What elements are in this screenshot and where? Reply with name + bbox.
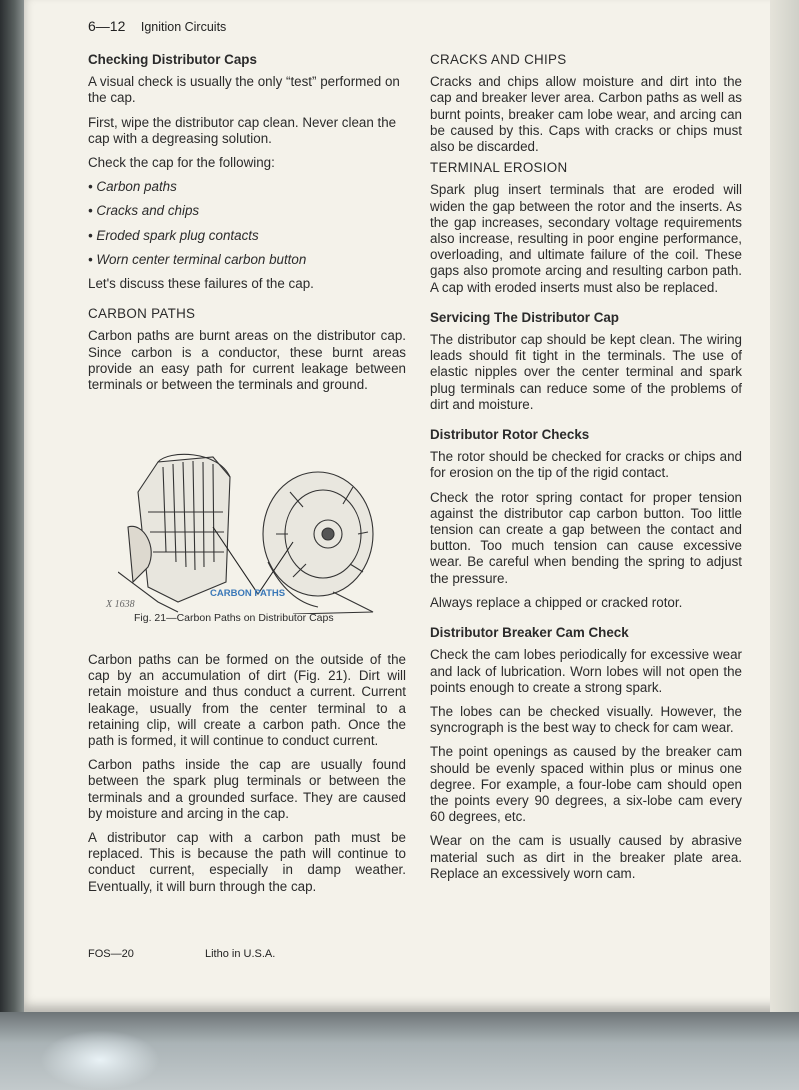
paragraph: The point openings as caused by the breaker cam should be evenly spaced within plus or minus one degree. For example, a four-lobe cam should open the points every 90 degrees, a six-lobe cam every 60 degrees, etc. bbox=[430, 744, 742, 825]
page-header bbox=[88, 18, 226, 34]
figure-caption: Fig. 21—Carbon Paths on Distributor Caps bbox=[134, 612, 334, 624]
bullet-item: • Eroded spark plug contacts bbox=[88, 227, 259, 243]
subheading-carbon-paths: CARBON PATHS bbox=[88, 306, 196, 322]
paragraph: The lobes can be checked visually. However, the syncrograph is the best way to check for cam wear. bbox=[430, 703, 742, 736]
paragraph: Carbon paths are burnt areas on the distributor cap. Since carbon is a conductor, these burnt areas provide an easy path for current leakage between terminals or between the terminals and ground. bbox=[88, 328, 406, 393]
paragraph: Check the rotor spring contact for proper tension against the distributor cap carbon button. Too little tension can create a gap between the contact and button. Too much tension can cause excessive wear. Be careful when bending the spring to adjust the pressure. bbox=[430, 489, 742, 586]
scan-glare bbox=[40, 1030, 160, 1090]
paragraph: The distributor cap should be kept clean. The wiring leads should fit tight in the terminals. The use of elastic nipples over the center terminal and spark plug terminals can reduce some of the problems of dirt and moisture. bbox=[430, 332, 742, 412]
paragraph: Wear on the cam is usually caused by abrasive material such as dirt in the breaker plate area. Replace an excessively worn cam. bbox=[430, 833, 742, 881]
left-column-lower bbox=[88, 652, 406, 903]
page-edge bbox=[770, 0, 799, 1012]
distributor-cap-illustration bbox=[118, 452, 378, 614]
bullet-item: • Carbon paths bbox=[88, 179, 177, 195]
section-title: Ignition Circuits bbox=[140, 20, 227, 34]
right-column bbox=[430, 52, 742, 890]
paragraph: Check the cap for the following: bbox=[88, 155, 275, 171]
bullet-item: • Cracks and chips bbox=[88, 203, 200, 219]
paragraph: Let's discuss these failures of the cap. bbox=[88, 276, 314, 292]
paragraph: A visual check is usually the only “test” performed on the cap. bbox=[88, 74, 400, 106]
page-number: 6—12 bbox=[88, 18, 126, 34]
bullet-item: • Worn center terminal carbon button bbox=[88, 251, 307, 267]
subheading-terminal-erosion: TERMINAL EROSION bbox=[430, 160, 568, 176]
figure-number: X 1638 bbox=[106, 599, 135, 610]
paragraph: Always replace a chipped or cracked rotor. bbox=[430, 594, 683, 610]
paragraph: First, wipe the distributor cap clean. Never clean the cap with a degreasing solution. bbox=[88, 114, 397, 146]
subheading-cracks-chips: CRACKS AND CHIPS bbox=[430, 52, 567, 67]
paragraph: Spark plug insert terminals that are eroded will widen the gap between the rotor and the inserts. As the gap increases, secondary voltage requirements also increase, resulting in poor engine performance, overloading, and ultimate failure of the coil. These gaps also promote arcing and resulting carbon path. A cap with eroded inserts must also be replaced. bbox=[430, 182, 742, 295]
scan-binding-shadow bbox=[0, 0, 24, 1090]
heading-servicing-cap: Servicing The Distributor Cap bbox=[430, 309, 619, 325]
heading-breaker-cam: Distributor Breaker Cam Check bbox=[430, 625, 629, 641]
heading-rotor-checks: Distributor Rotor Checks bbox=[430, 427, 590, 443]
paragraph: Cracks and chips allow moisture and dirt into the cap and breaker lever area. Carbon paths as well as burnt points, breaker cam lobe wear, and arcing can be caused by this. Caps with cracks or chips must also be discarded. bbox=[430, 74, 742, 155]
paragraph: Carbon paths can be formed on the outside of the cap by an accumulation of dirt (Fig. 21). Dirt will retain moisture and thus conduct a current. Current leakage, usually from the center terminal to a retaining clip, will create a carbon path. Once the path is formed, it will continue to conduct current. bbox=[88, 652, 406, 749]
figure-label: CARBON PATHS bbox=[210, 588, 286, 599]
heading-checking-caps: Checking Distributor Caps bbox=[88, 52, 257, 67]
paragraph: A distributor cap with a carbon path must be replaced. This is because the path will continue to conduct current, especially in damp weather. Eventually, it will burn through the cap. bbox=[88, 830, 406, 894]
footer-code: FOS—20 bbox=[88, 948, 134, 960]
footer-litho: Litho in U.S.A. bbox=[205, 948, 276, 960]
left-column bbox=[88, 52, 406, 401]
paragraph: The rotor should be checked for cracks or chips and for erosion on the tip of the rigid contact. bbox=[430, 449, 742, 481]
paragraph: Check the cam lobes periodically for excessive wear and lack of lubrication. Worn lobes will not open the points enough to create a strong spark. bbox=[430, 647, 742, 695]
paragraph: Carbon paths inside the cap are usually found between the spark plug terminals or between the terminals and a grounded surface. They are caused by moisture and arcing in the cap. bbox=[88, 757, 406, 821]
